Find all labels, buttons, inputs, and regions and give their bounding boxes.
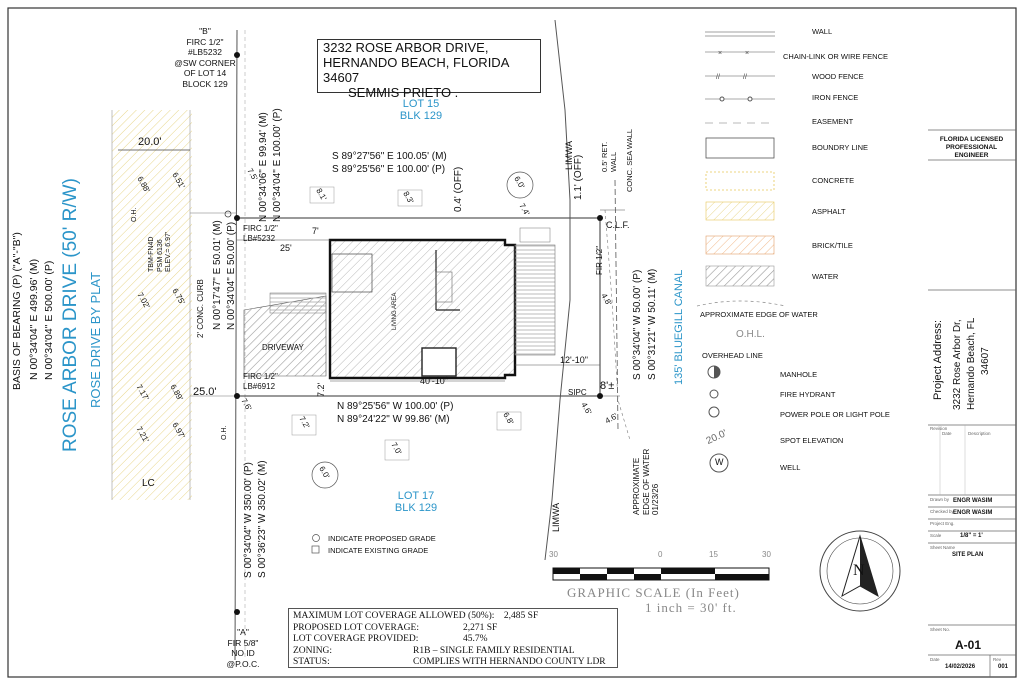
marker-a-line: @P.O.C.: [226, 658, 260, 669]
lc-label: LC: [142, 478, 155, 489]
spot-elevation: 7.17': [134, 382, 151, 403]
legend-spot-symbol: 20.0': [704, 427, 729, 448]
top-bearing-p: S 89°25'56" E 100.00' (P): [332, 164, 446, 175]
legend-power-pole: POWER POLE OR LIGHT POLE: [780, 410, 890, 419]
marker-b-line: @SW CORNER: [174, 57, 236, 68]
legend-overhead-line: OVERHEAD LINE: [702, 351, 763, 360]
bottom-bearing-p: N 89°25'56" W 100.00' (P): [337, 401, 454, 412]
spot-elevation: 7.5': [245, 166, 260, 183]
project-address-line: 34607: [980, 347, 991, 375]
legend-manhole: MANHOLE: [780, 370, 818, 379]
fir-right-label: FIR 1/2": [595, 245, 604, 275]
sheet-number-label: Sheet No.: [930, 627, 951, 632]
legend-brick: BRICK/TILE: [812, 241, 853, 250]
firc-bottom-line: FIRC 1/2": [243, 372, 278, 381]
project-owner: SEMMIS PRIETO .: [348, 85, 459, 100]
spot-elevation: 4.6': [603, 411, 620, 426]
project-address-line: Hernando Beach, FL: [966, 317, 977, 410]
revision-label: Revision: [930, 426, 948, 431]
spot-elevation: 7.4': [517, 201, 532, 218]
rev-label: Rev: [993, 657, 1002, 662]
road-name: ROSE ARBOR DRIVE (50' R/W): [60, 178, 81, 452]
spot-elevation: 7.0': [389, 440, 404, 457]
revision-desc-label: Description: [968, 431, 991, 436]
rear-deck: [515, 245, 555, 355]
water-edge-line: EDGE OF WATER: [641, 448, 651, 515]
coverage-notes: [288, 608, 618, 668]
drawn-by-label: Drawn by: [930, 497, 950, 502]
retaining-wall-label: [600, 142, 618, 172]
driveway-label: DRIVEWAY: [262, 343, 304, 352]
project-address-line: 3232 Rose Arbor Dr,: [952, 319, 963, 410]
note-value: 2,485 SF: [503, 611, 539, 621]
overhead-line-label-bottom: O.H.: [221, 425, 228, 440]
lot-15-number: LOT 15: [402, 98, 440, 110]
project-address-label: Project Address:: [932, 319, 944, 400]
checked-by: ENGR WASIM: [953, 510, 993, 516]
west-row-line: [235, 30, 237, 660]
spot-elevation: 6.8': [501, 410, 516, 427]
date-value: 14/02/2026: [945, 664, 976, 670]
retaining-wall-line: 0.5' RET.: [600, 141, 609, 172]
legend-boundary: BOUNDRY LINE: [812, 143, 868, 152]
scale-tick: 0: [658, 550, 663, 559]
marker-b-line: BLOCK 129: [182, 78, 228, 89]
marker-b-line: OF LOT 14: [183, 68, 227, 78]
scale-tick: 15: [709, 550, 718, 559]
marker-a-note: [218, 627, 268, 669]
sipc-label: SIPC: [568, 388, 587, 397]
dim-25ft-bottom: 25.0': [193, 386, 217, 398]
marker-b-line: #LB5232: [187, 47, 223, 57]
marker-b-note: [170, 26, 240, 89]
scale-tick: 30: [762, 550, 771, 559]
dim-rear-setback: 12'-10": [560, 355, 588, 365]
tbm-line: PSM 6136: [156, 239, 164, 272]
project-address-line1: 3232 ROSE ARBOR DRIVE,: [323, 40, 489, 55]
spot-elevation: 8.1': [314, 186, 329, 203]
note-value: 45.7%: [463, 634, 488, 644]
canal-label: 135' BLUEGILL CANAL: [673, 269, 685, 385]
north-label: N: [853, 562, 865, 579]
firc-top-note: [243, 224, 278, 243]
building-label: LIVING AREA: [392, 292, 398, 330]
scale-title: GRAPHIC SCALE (In Feet): [567, 585, 740, 600]
overhead-line-label-top: O.H.: [131, 207, 138, 222]
sheet-number: A-01: [955, 638, 982, 652]
dim-7ft: 7': [312, 226, 319, 236]
clf-label: C.L.F.: [606, 220, 630, 230]
legend-wood-fence: WOOD FENCE: [812, 72, 864, 81]
north-bearing-m: N 00°34'06" E 99.94' (M): [258, 112, 269, 222]
note-value: 2,271 SF: [463, 622, 498, 633]
tree-spot: 6.0': [317, 464, 332, 481]
dim-25ft-top: 25': [280, 243, 292, 253]
spot-elevation: 6.51': [170, 170, 187, 191]
road-bearing-p: N 00°34'04" E 500.00' (P): [43, 260, 55, 380]
water-edge-line: APPROXIMATE: [632, 457, 641, 515]
project-title-box: [317, 39, 541, 100]
top-bearing-m: S 89°27'56" E 100.05' (M): [332, 151, 447, 162]
legend-fire-hydrant: FIRE HYDRANT: [780, 390, 836, 399]
svg-text://: //: [743, 74, 747, 81]
date-label: Date: [930, 657, 940, 662]
note-label: STATUS:: [293, 657, 330, 667]
spot-elevation: 7.2': [297, 414, 312, 431]
marker-a-line: FIR 5/8": [227, 637, 259, 648]
firc-bottom-line: LB#6912: [243, 381, 276, 391]
legend-asphalt: ASPHALT: [812, 207, 846, 216]
svg-text://: //: [716, 74, 720, 81]
south-bearing-p: S 00°34'04" W 350.00' (P): [243, 462, 254, 578]
water-edge-note: [632, 449, 661, 515]
spot-elevation: 7.6': [239, 396, 254, 413]
north-bearing-p: N 00°34'04" E 100.00' (P): [272, 108, 283, 222]
sheet-name-label: Sheet Name: [930, 545, 956, 550]
dim-0-4-off: 0.4' (OFF): [453, 166, 464, 212]
firc-top-line: FIRC 1/2": [243, 224, 278, 233]
sheet-name: SITE PLAN: [952, 552, 984, 558]
right-bearing-m: S 00°31'21" W 50.11' (M): [647, 268, 658, 380]
dim-7-2ft: 7.2': [316, 382, 326, 397]
lot-17-number: LOT 17: [397, 490, 435, 502]
note-value: COMPLIES WITH HERNANDO COUNTY LDR: [413, 657, 606, 667]
license-label: FLORIDA LICENSED PROFESSIONAL ENGINEER: [939, 136, 1004, 159]
marker-b-line: "B": [199, 26, 211, 36]
marker-a-line: "A": [237, 627, 249, 637]
right-bearing-p: S 00°34'04" W 50.00' (P): [632, 269, 643, 380]
dim-20ft: 20.0': [138, 136, 162, 148]
legend-edge-of-water: APPROXIMATE EDGE OF WATER: [700, 310, 818, 319]
legend-water: WATER: [812, 272, 839, 281]
svg-text:×: ×: [745, 50, 750, 57]
lot-17-label: [391, 490, 441, 514]
dim-8ft: 8'±: [600, 380, 615, 392]
scale-value: 1/8" = 1': [960, 533, 983, 539]
legend-proposed-grade: INDICATE PROPOSED GRADE: [328, 534, 436, 543]
lot-15-block: BLK 129: [399, 110, 443, 122]
note-value: R1B – SINGLE FAMILY RESIDENTIAL: [413, 645, 575, 656]
limwa-bottom-label: LIMWA: [551, 502, 561, 532]
sea-wall-label: CONC. SEA WALL: [625, 128, 634, 192]
legend-symbols: [697, 32, 785, 472]
note-label: MAXIMUM LOT COVERAGE ALLOWED (50%):: [293, 611, 495, 621]
legend-spot-elevation: SPOT ELEVATION: [780, 436, 844, 445]
legend-iron-fence: IRON FENCE: [812, 93, 859, 102]
rev-value: 001: [998, 664, 1009, 670]
legend-concrete: CONCRETE: [812, 176, 855, 185]
bottom-bearing-m: N 89°24'22" W 99.86' (M): [337, 414, 450, 425]
firc-bottom-note: [243, 372, 278, 391]
note-label: PROPOSED LOT COVERAGE:: [293, 622, 419, 633]
left-bearing-m: N 00°17'47" E 50.01' (M): [212, 220, 223, 330]
scale-ratio: 1 inch = 30' ft.: [645, 600, 737, 615]
spot-elevation: 6.75': [170, 286, 187, 307]
legend-chainlink: CHAIN-LINK OR WIRE FENCE: [783, 52, 889, 61]
revision-date-label: Date: [942, 431, 952, 436]
legend-existing-grade: INDICATE EXISTING GRADE: [328, 546, 429, 555]
concrete-curb-label: 2' CONC. CURB: [196, 279, 205, 338]
legend-wall: WALL: [812, 27, 833, 36]
spot-elevation: 8.3': [401, 189, 416, 206]
water-edge-line: 01/23/26: [651, 483, 660, 515]
legend-ohl-symbol: O.H.L.: [736, 329, 765, 340]
spot-elevation: 6.89': [168, 382, 185, 403]
checked-by-label: Checked by: [930, 509, 954, 514]
spot-elevation: 7.21': [134, 424, 151, 445]
project-address-line2: HERNANDO BEACH, FLORIDA 34607: [323, 55, 509, 85]
tree-spot: 6.0': [512, 174, 527, 191]
tbm-line: TBM-FN4D: [148, 236, 155, 272]
limwa-top-label: LIMWA: [564, 140, 574, 170]
legend-well: WELL: [780, 463, 801, 472]
road-bearing-m: N 00°34'04" E 499.96' (M): [28, 258, 40, 380]
dim-1-1-off: 1.1' (OFF): [573, 154, 584, 200]
left-bearing-p: N 00°34'04" E 50.00' (P): [226, 221, 237, 330]
svg-text:×: ×: [718, 50, 723, 57]
well-icon: W: [715, 457, 724, 467]
spot-elevation: 4.6': [579, 400, 594, 417]
tbm-note: [148, 232, 174, 272]
basis-of-bearing: BASIS OF BEARING (P) ("A"-"B"): [11, 232, 23, 390]
spot-elevation: 4.8': [599, 291, 614, 308]
legend-easement: EASEMENT: [812, 117, 854, 126]
tbm-line: ELEV.= 6.97': [165, 231, 172, 272]
scale-label: Scale: [930, 533, 942, 538]
graphic-scale-bar: [553, 568, 769, 580]
firc-top-line: LB#5232: [243, 233, 276, 243]
spot-elevation: 6.88': [135, 174, 152, 195]
road-by-plat: ROSE DRIVE BY PLAT: [88, 271, 103, 408]
note-label: LOT COVERAGE PROVIDED:: [293, 634, 419, 644]
spot-elevation: 6.97': [170, 420, 187, 441]
retaining-wall-line: WALL: [609, 151, 618, 172]
lot-15-label: [396, 98, 446, 122]
note-label: ZONING:: [293, 645, 333, 656]
south-bearing-m: S 00°36'23" W 350.02' (M): [257, 460, 268, 578]
lot-17-block: BLK 129: [394, 502, 438, 514]
spot-elevation: 7.02': [135, 290, 152, 311]
marker-b-line: FIRC 1/2": [186, 36, 224, 47]
dim-house-width: 40'-10": [420, 376, 448, 386]
scale-tick: 30: [549, 550, 558, 559]
drawn-by: ENGR WASIM: [953, 498, 993, 504]
marker-a-line: NO ID: [231, 648, 255, 658]
project-eng-label: Project Eng.: [930, 521, 955, 526]
